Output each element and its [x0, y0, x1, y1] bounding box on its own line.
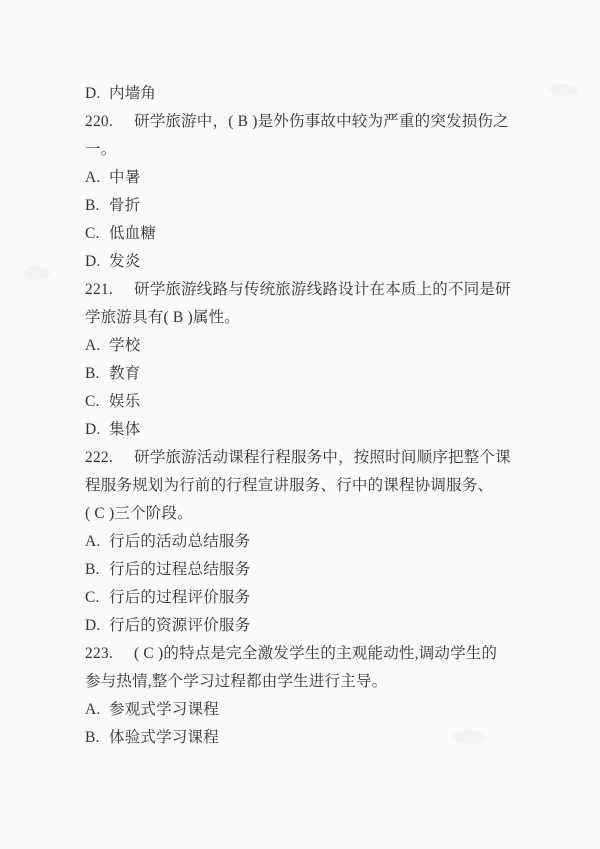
- option-text: 行后的过程总结服务: [109, 561, 251, 578]
- option-text: 内墙角: [109, 85, 157, 102]
- question-line: [85, 640, 517, 668]
- option-text: 中暑: [109, 169, 141, 186]
- question-number: 221.: [85, 281, 113, 298]
- option-key: B.: [85, 365, 100, 382]
- question-line: [85, 444, 517, 472]
- option-line: [85, 724, 517, 752]
- question-text: 程服务规划为行前的行程宣讲服务、行中的课程协调服务、: [85, 477, 494, 494]
- question-line: [85, 304, 517, 332]
- option-line: [85, 612, 517, 640]
- question-line: [85, 136, 517, 164]
- option-text: 骨折: [109, 197, 141, 214]
- option-line: [85, 528, 517, 556]
- question-number: 220.: [85, 113, 113, 130]
- scan-artifact: [24, 266, 50, 280]
- option-text: 行后的过程评价服务: [109, 589, 251, 606]
- question-text: 一。: [85, 141, 117, 158]
- option-key: C.: [85, 393, 100, 410]
- option-line: [85, 584, 517, 612]
- option-line: [85, 248, 517, 276]
- option-key: B.: [85, 729, 100, 746]
- option-key: A.: [85, 337, 101, 354]
- option-line: [85, 416, 517, 444]
- question-text: 研学旅游中，( B )是外伤事故中较为严重的突发损伤之: [134, 113, 509, 130]
- option-key: C.: [85, 589, 100, 606]
- option-key: B.: [85, 197, 100, 214]
- question-line: [85, 472, 517, 500]
- question-text: ( C )三个阶段。: [85, 505, 193, 522]
- question-line: [85, 276, 517, 304]
- option-line: [85, 556, 517, 584]
- question-number: 222.: [85, 449, 113, 466]
- option-text: 体验式学习课程: [109, 729, 219, 746]
- question-text: 研学旅游活动课程行程服务中，按照时间顺序把整个课: [134, 449, 511, 466]
- option-key: B.: [85, 561, 100, 578]
- option-line: [85, 80, 517, 108]
- question-line: [85, 108, 517, 136]
- question-line: [85, 500, 517, 528]
- option-line: [85, 164, 517, 192]
- question-text: 参与热情,整个学习过程都由学生进行主导。: [85, 673, 388, 690]
- option-text: 发炎: [109, 253, 141, 270]
- scan-artifact: [548, 84, 578, 96]
- option-key: C.: [85, 225, 100, 242]
- question-list: [85, 80, 517, 752]
- option-text: 行后的资源评价服务: [109, 617, 251, 634]
- option-key: A.: [85, 533, 101, 550]
- option-key: D.: [85, 421, 101, 438]
- option-text: 学校: [109, 337, 141, 354]
- option-key: A.: [85, 169, 101, 186]
- option-text: 娱乐: [109, 393, 141, 410]
- question-text: 研学旅游线路与传统旅游线路设计在本质上的不同是研: [134, 281, 511, 298]
- option-key: D.: [85, 253, 101, 270]
- question-line: [85, 668, 517, 696]
- question-number: 223.: [85, 645, 113, 662]
- question-text: ( C )的特点是完全激发学生的主观能动性,调动学生的: [134, 645, 498, 662]
- option-line: [85, 220, 517, 248]
- option-line: [85, 696, 517, 724]
- option-text: 集体: [109, 421, 141, 438]
- option-key: D.: [85, 85, 101, 102]
- question-text: 学旅游具有( B )属性。: [85, 309, 241, 326]
- option-line: [85, 192, 517, 220]
- option-text: 参观式学习课程: [109, 701, 219, 718]
- option-key: A.: [85, 701, 101, 718]
- option-text: 行后的活动总结服务: [109, 533, 251, 550]
- option-line: [85, 332, 517, 360]
- option-line: [85, 360, 517, 388]
- option-line: [85, 388, 517, 416]
- option-key: D.: [85, 617, 101, 634]
- option-text: 低血糖: [109, 225, 157, 242]
- option-text: 教育: [109, 365, 141, 382]
